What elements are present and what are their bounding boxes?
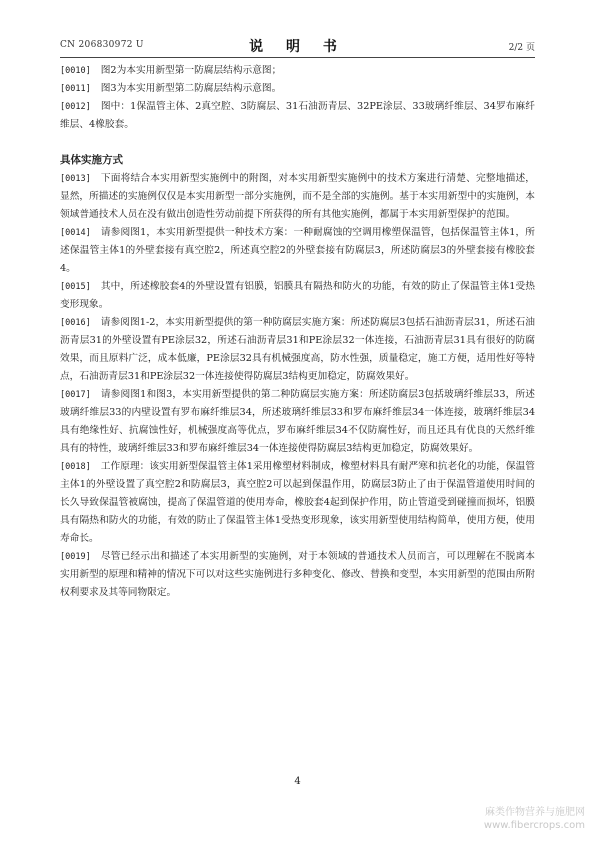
page-count: 2/2 页 [508, 43, 535, 53]
paragraph-text: 图中：1保温管主体、2真空腔、3防腐层、31石油沥青层、32PE涂层、33玻璃纤维层、34罗布麻纤维层、4橡胶套。 [60, 101, 535, 130]
paragraph-0019 [60, 548, 535, 602]
paragraph-0018 [60, 458, 535, 548]
paragraph-number: [0013] [60, 174, 91, 184]
paragraph-number: [0015] [60, 282, 91, 292]
document-title: 说 明 书 [249, 39, 346, 55]
page-header [60, 38, 535, 54]
paragraph-text: 请参阅图1和图3，本实用新型提供的第二种防腐层实施方案：所述防腐层3包括玻璃纤维层33，所述玻璃纤维层33的内壁设置有罗布麻纤维层34，所述玻璃纤维层33和罗布麻纤维层34一体连接，玻璃纤维层34具有绝缘性好、抗腐蚀性好，机械强度高等优点，罗布麻纤维层34不仅防腐性好，而且还具有优良的天然纤维具有的特性，玻璃纤维层33和罗布麻纤维层34一体连接使得防腐层3结构更加稳定，防腐效果好。 [60, 389, 535, 454]
paragraph-0013 [60, 170, 535, 224]
paragraph-text: 图2为本实用新型第一防腐层结构示意图； [100, 65, 282, 76]
paragraph-0010 [60, 62, 535, 80]
paragraph-number: [0014] [60, 228, 91, 238]
watermark-url: www.fibercrops.com [483, 820, 585, 831]
paragraph-number: [0012] [60, 102, 91, 112]
paragraph-0017 [60, 386, 535, 458]
paragraph-text: 尽管已经示出和描述了本实用新型的实施例，对于本领域的普通技术人员而言，可以理解在不脱离本实用新型的原理和精神的情况下可以对这些实施例进行多种变化、修改、替换和变型，本实用新型的范围由所附权利要求及其等同物限定。 [60, 551, 535, 598]
paragraph-number: [0017] [60, 390, 91, 400]
paragraph-number: [0016] [60, 318, 91, 328]
paragraph-text: 下面将结合本实用新型实施例中的附图，对本实用新型实施例中的技术方案进行清楚、完整地描述，显然，所描述的实施例仅仅是本实用新型一部分实施例，而不是全部的实施例。基于本实用新型中的实施例，本领域普通技术人员在没有做出创造性劳动前提下所获得的所有其他实施例，都属于本实用新型保护的范围。 [60, 173, 535, 220]
paragraph-0012 [60, 98, 535, 134]
page-number: 4 [294, 776, 301, 787]
publication-number: CN 206830972 U [60, 40, 144, 50]
site-watermark [484, 806, 585, 832]
paragraph-text: 其中，所述橡胶套4的外壁设置有铝膜，铝膜具有隔热和防火的功能，有效的防止了保温管主体1受热变形现象。 [60, 281, 535, 310]
watermark-site-name: 麻类作物营养与施肥网 [485, 807, 585, 818]
paragraph-0015 [60, 278, 535, 314]
paragraph-text: 工作原理：该实用新型保温管主体1采用橡塑材料制成，橡塑材料具有耐严寒和抗老化的功能，保温管主体1的外壁设置了真空腔2和防腐层3，真空腔2可以起到保温作用，防腐层3防止了由于保温管道使用时间的长久导致保温管被腐蚀，提高了保温管道的使用寿命，橡胶套4起到保护作用，防止管道受到碰撞而损坏，铝膜具有隔热和防火的功能，有效的防止了保温管主体1受热变形现象，该实用新型使用结构简单，使用方便，使用寿命长。 [60, 461, 535, 544]
paragraph-number: [0011] [60, 84, 91, 94]
paragraph-text: 请参阅图1，本实用新型提供一种技术方案：一种耐腐蚀的空调用橡塑保温管，包括保温管主体1，所述保温管主体1的外壁套接有真空腔2，所述真空腔2的外壁套接有防腐层3，所述防腐层3的外壁套接有橡胶套4。 [60, 227, 535, 274]
paragraph-number: [0019] [60, 552, 91, 562]
header-rule [60, 57, 535, 58]
paragraph-0011 [60, 80, 535, 98]
section-heading: 具体实施方式 [60, 154, 123, 166]
paragraph-0014 [60, 224, 535, 278]
paragraph-number: [0010] [60, 66, 91, 76]
paragraph-text: 图3为本实用新型第二防腐层结构示意图。 [100, 83, 282, 94]
document-body [60, 62, 535, 602]
paragraph-text: 请参阅图1-2，本实用新型提供的第一种防腐层实施方案：所述防腐层3包括石油沥青层31，所述石油沥青层31的外壁设置有PE涂层32，所述石油沥青层31和PE涂层32一体连接，石油沥青层31具有很好的防腐效果，而且原料广泛，成本低廉，PE涂层32具有机械强度高，防水性强，质量稳定，施工方便，适用性好等特点，石油沥青层31和PE涂层32一体连接使得防腐层3结构更加稳定，防腐效果好。 [60, 317, 535, 382]
paragraph-number: [0018] [60, 462, 91, 472]
paragraph-0016 [60, 314, 535, 386]
